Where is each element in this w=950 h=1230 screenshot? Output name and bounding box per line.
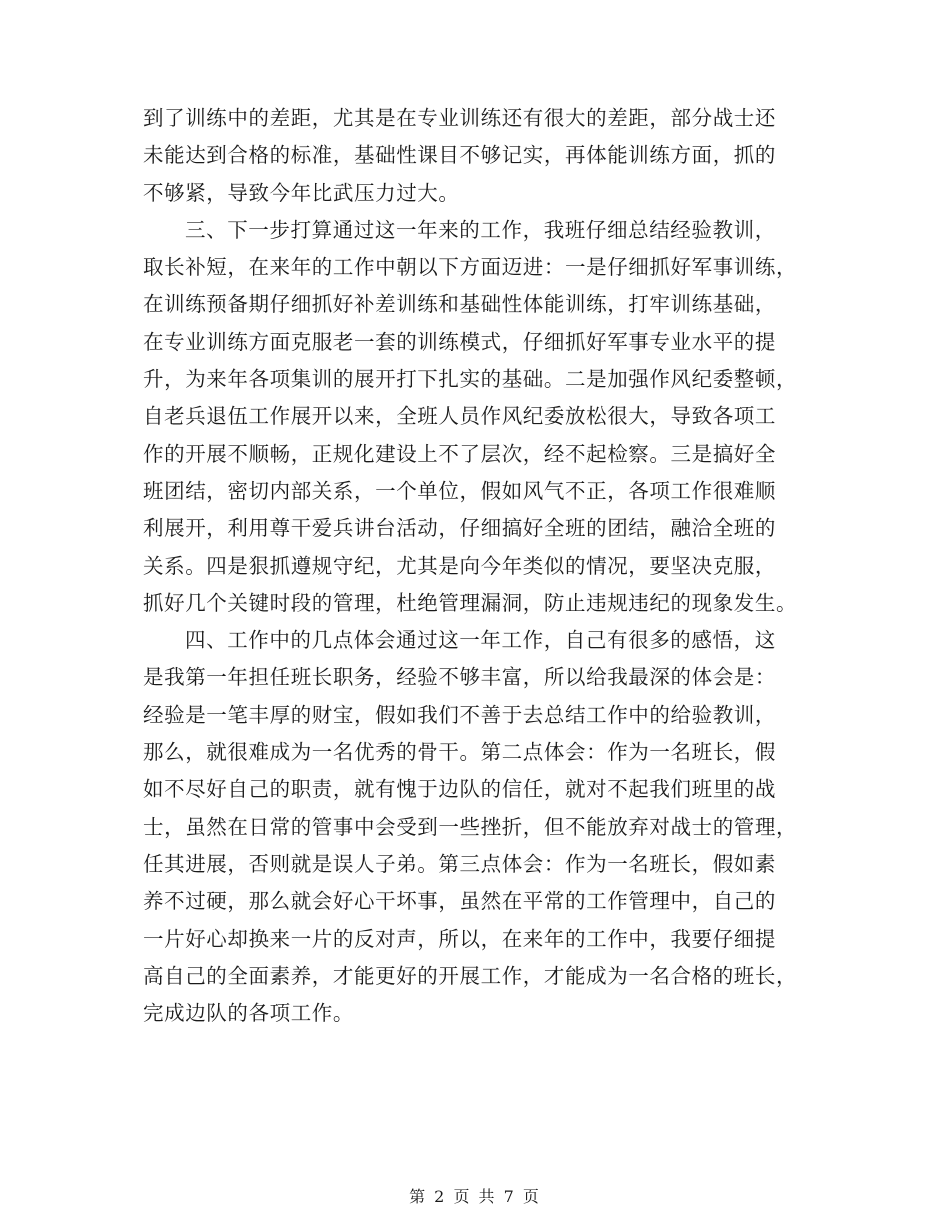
body-text (143, 100, 807, 1032)
text-line: 利展开，利用尊干爱兵讲台活动，仔细搞好全班的团结，融洽全班的 (143, 516, 776, 541)
text-line: 取长补短，在来年的工作中朝以下方面迈进：一是仔细抓好军事训练， (143, 255, 798, 280)
text-line: 升，为来年各项集训的展开打下扎实的基础。二是加强作风纪委整顿， (143, 367, 798, 392)
text-line: 经验是一笔丰厚的财宝，假如我们不善于去总结工作中的给验教训， (143, 702, 776, 727)
text-line: 养不过硬，那么就会好心干坏事，虽然在平常的工作管理中，自己的 (143, 889, 776, 914)
text-line: 士，虽然在日常的管事中会受到一些挫折，但不能放弃对战士的管理， (143, 814, 798, 839)
section-three-start: 三、下一步打算通过这一年来的工作，我班仔细总结经验教训， (185, 217, 776, 242)
text-line: 是我第一年担任班长职务，经验不够丰富，所以给我最深的体会是： (143, 665, 776, 690)
text-line: 完成边队的各项工作。 (143, 1001, 354, 1026)
text-line: 那么，就很难成为一名优秀的骨干。第二点体会：作为一名班长，假 (143, 740, 776, 765)
text-line: 在专业训练方面克服老一套的训练模式，仔细抓好军事专业水平的提 (143, 329, 776, 354)
text-line: 班团结，密切内部关系，一个单位，假如风气不正，各项工作很难顺 (143, 478, 776, 503)
text-line: 如不尽好自己的职责，就有愧于边队的信任，就对不起我们班里的战 (143, 777, 776, 802)
text-line: 抓好几个关键时段的管理，杜绝管理漏洞，防止违规违纪的现象发生。 (143, 590, 798, 615)
text-line: 不够紧，导致今年比武压力过大。 (143, 180, 460, 205)
text-line: 在训练预备期仔细抓好补差训练和基础性体能训练，打牢训练基础， (143, 292, 776, 317)
text-line: 任其进展，否则就是误人子弟。第三点体会：作为一名班长，假如素 (143, 851, 776, 876)
section-four-start: 四、工作中的几点体会通过这一年工作，自己有很多的感悟，这 (185, 628, 776, 653)
text-line: 一片好心却换来一片的反对声，所以，在来年的工作中，我要仔细提 (143, 926, 776, 951)
text-line: 到了训练中的差距，尤其是在专业训练还有很大的差距，部分战士还 (143, 106, 776, 130)
text-line: 未能达到合格的标准，基础性课目不够记实，再体能训练方面，抓的 (143, 143, 776, 168)
text-line: 自老兵退伍工作展开以来，全班人员作风纪委放松很大，导致各项工 (143, 404, 776, 429)
page-number-footer: 第 2 页 共 7 页 (409, 1187, 541, 1206)
text-line: 作的开展不顺畅，正规化建设上不了层次，经不起检察。三是搞好全 (143, 441, 776, 466)
text-line: 关系。四是狠抓遵规守纪，尤其是向今年类似的情况，要坚决克服， (143, 553, 776, 578)
text-line: 高自己的全面素养，才能更好的开展工作，才能成为一名合格的班长， (143, 963, 798, 988)
